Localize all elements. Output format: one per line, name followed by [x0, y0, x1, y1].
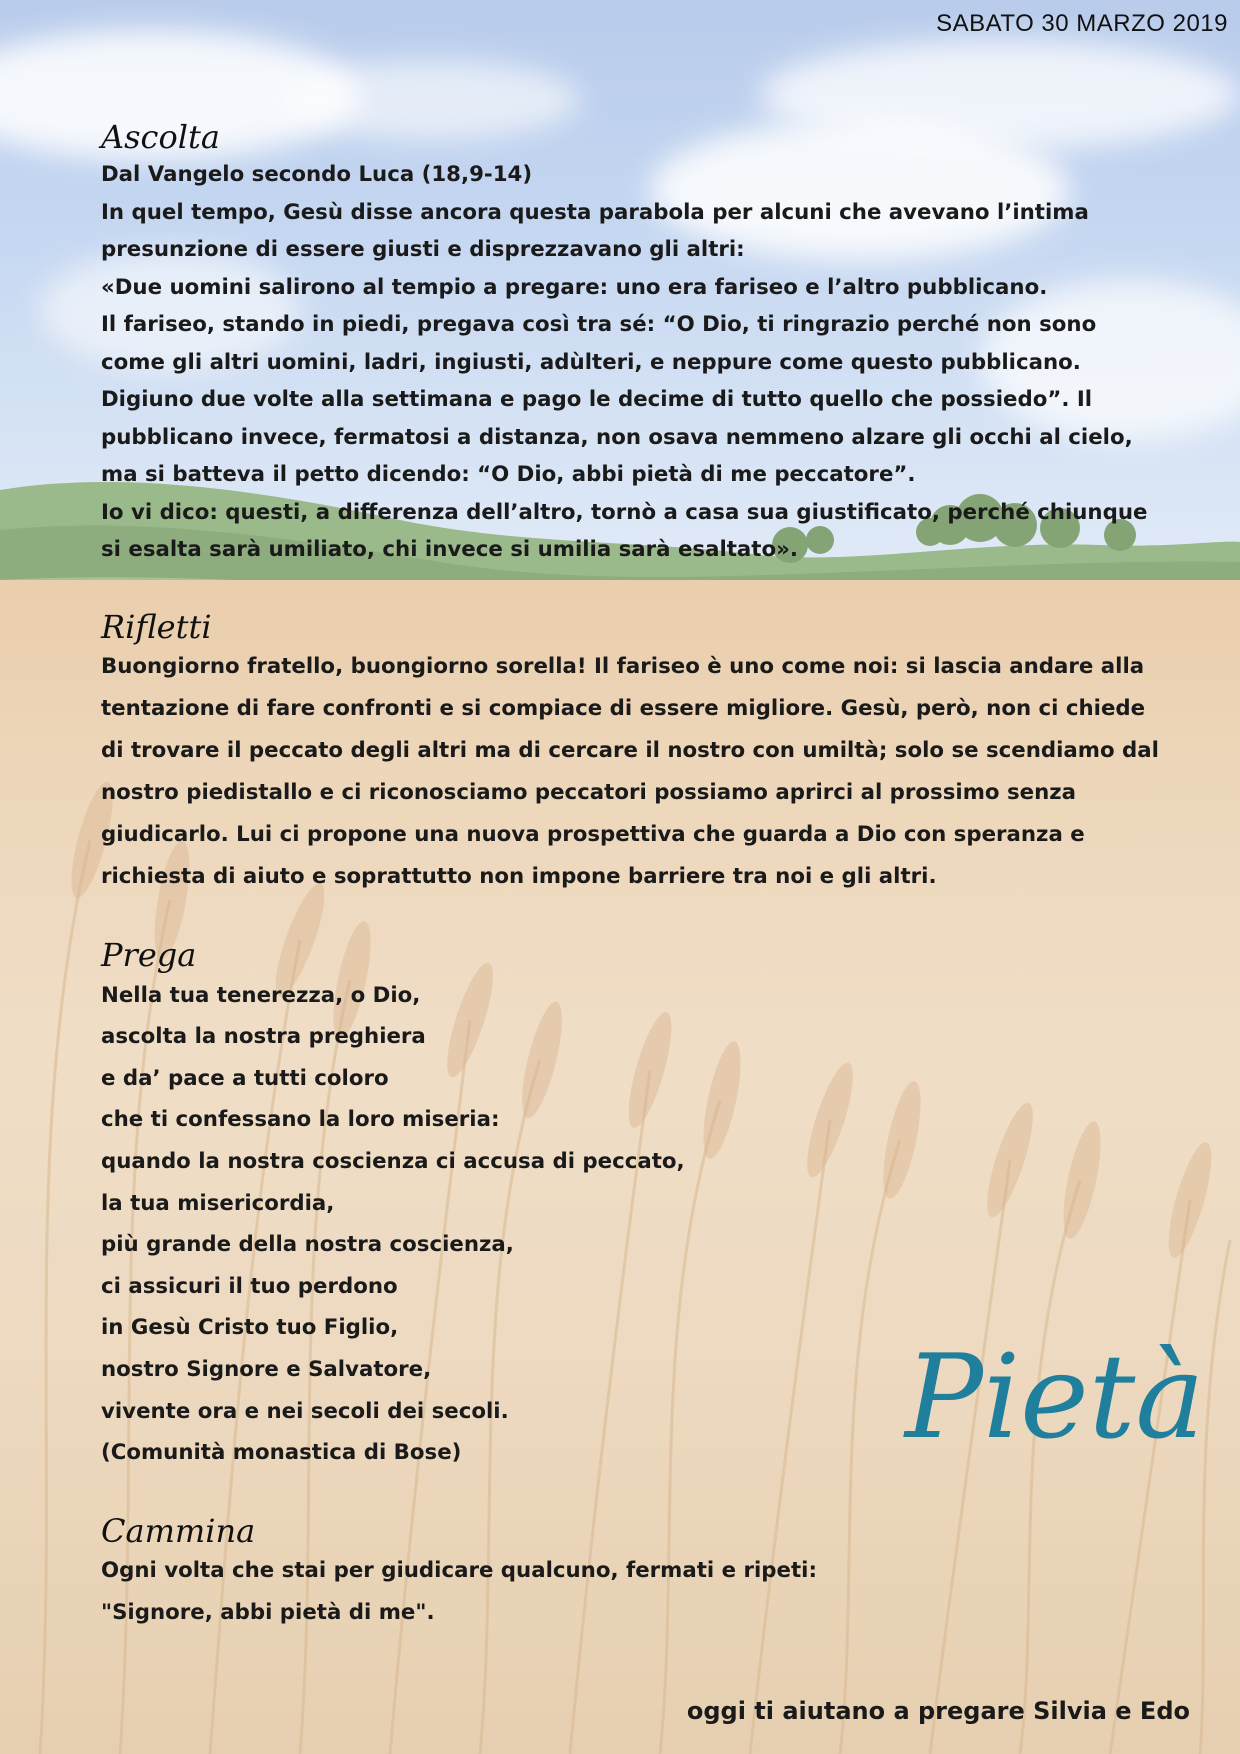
walk-line: Ogni volta che stai per giudicare qualcuno, fermati e ripeti:	[101, 1558, 817, 1584]
walk-line: "Signore, abbi pietà di me".	[101, 1599, 435, 1625]
gospel-paragraph: Il fariseo, stando in piedi, pregava così tra sé: “O Dio, ti ringrazio perché non sono come gli altri uomini, ladri, ingiusti, adùlteri, e neppure come questo pubblicano. Digiuno due volte alla settimana e pago le decime di tutto quello che possiedo”. Il pubblicano invece, fermatosi a distanza, non osava nemmeno alzare gli occhi al cielo, ma si batteva il petto dicendo: “O Dio, abbi pietà di me peccatore”.	[101, 312, 1133, 488]
prayer-attribution: (Comunità monastica di Bose)	[101, 1440, 462, 1466]
section-title-cammina: Cammina	[101, 1511, 256, 1550]
section-title-rifletti: Rifletti	[101, 607, 212, 646]
prayer-line: quando la nostra coscienza ci accusa di peccato,	[101, 1149, 685, 1175]
gospel-intro: In quel tempo, Gesù disse ancora questa parabola per alcuni che avevano l’intima presunzione di essere giusti e disprezzavano gli altri:	[101, 199, 1089, 263]
prayer-line: vivente ora e nei secoli dei secoli.	[101, 1398, 509, 1424]
section-title-ascolta: Ascolta	[101, 118, 220, 156]
prayer-line: in Gesù Cristo tuo Figlio,	[101, 1315, 399, 1341]
prayer-line: nostro Signore e Salvatore,	[101, 1357, 432, 1383]
prayer-line: ascolta la nostra preghiera	[101, 1024, 426, 1050]
gospel-text	[101, 156, 1161, 569]
section-ascolta	[101, 118, 1161, 569]
date: SABATO 30 MARZO 2019	[936, 10, 1228, 37]
prayer-line: ci assicuri il tuo perdono	[101, 1273, 398, 1299]
footer-credits: oggi ti aiutano a pregare Silvia e Edo	[686, 1697, 1190, 1725]
section-rifletti	[101, 608, 1161, 898]
reflection-text: Buongiorno fratello, buongiorno sorella! Il fariseo è uno come noi: si lascia andare alla tentazione di fare confronti e si compiace di essere migliore. Gesù, però, non ci chiede di trovare il peccato degli altri ma di cercare il nostro con umiltà; solo se scendiamo dal nostro piedistallo e ci riconosciamo peccatori possiamo aprirci al prossimo senza giudicarlo. Lui ci propone una nuova prospettiva che guarda a Dio con speranza e richiesta di aiuto e soprattutto non impone barriere tra noi e gli altri.	[101, 654, 1159, 890]
gospel-paragraph: «Due uomini salirono al tempio a pregare: uno era fariseo e l’altro pubblicano.	[101, 274, 1048, 300]
section-cammina	[101, 1512, 1161, 1634]
gospel-paragraph: Io vi dico: questi, a differenza dell’altro, tornò a casa sua giustificato, perché chiunque si esalta sarà umiliato, chi invece si umilia sarà esaltato».	[101, 499, 1148, 563]
theme-word: Pietà	[905, 1330, 1205, 1465]
prayer-line: la tua misericordia,	[101, 1190, 335, 1216]
prayer-line: più grande della nostra coscienza,	[101, 1232, 514, 1258]
section-title-prega: Prega	[101, 936, 197, 975]
prayer-line: che ti confessano la loro miseria:	[101, 1107, 500, 1133]
gospel-reference: Dal Vangelo secondo Luca (18,9-14)	[101, 162, 533, 188]
prayer-line: e da’ pace a tutti coloro	[101, 1065, 389, 1091]
prayer-line: Nella tua tenerezza, o Dio,	[101, 982, 421, 1008]
